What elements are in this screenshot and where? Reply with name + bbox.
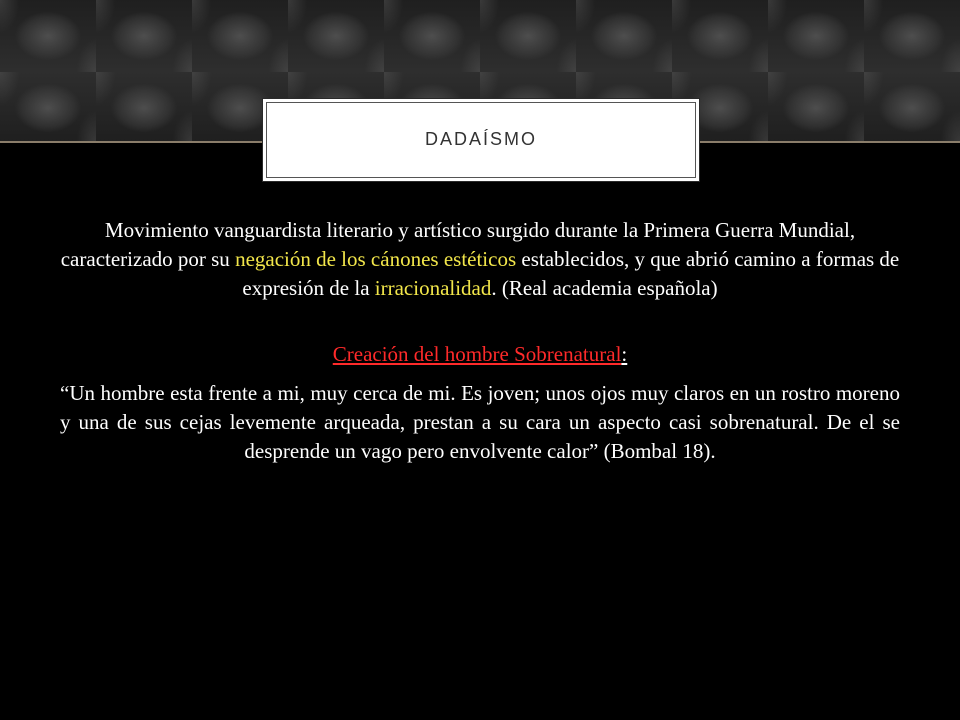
definition-highlight-1: negación de los cánones estéticos <box>235 247 517 271</box>
quote-paragraph: “Un hombre esta frente a mi, muy cerca de mi. Es joven; unos ojos muy claros en un rostro moreno y una de sus cejas levemente arqueada, prestan a su cara un aspecto casi sobrenatural. De el se desprende un vago pero envolvente calor” (Bombal 18). <box>60 381 900 463</box>
subtitle-suffix: : <box>621 342 628 366</box>
definition-highlight-2: irracionalidad <box>374 276 492 300</box>
definition-text-1: Movimiento vanguardista literario y artístico surgido durante la Primera Guerra Mundial, caracterizado por su <box>60 218 856 271</box>
subtitle-link[interactable]: Creación del hombre Sobrenatural <box>332 342 622 366</box>
definition-paragraph <box>60 216 900 303</box>
definition-text-3: . (Real academia española) <box>491 276 718 300</box>
slide-content <box>60 216 900 466</box>
definition-text-2: establecidos, y que abrió camino a formas de expresión de la <box>242 247 900 300</box>
section-subtitle <box>60 340 900 369</box>
slide-title: DADAÍSMO <box>424 129 537 149</box>
title-box <box>262 98 700 182</box>
